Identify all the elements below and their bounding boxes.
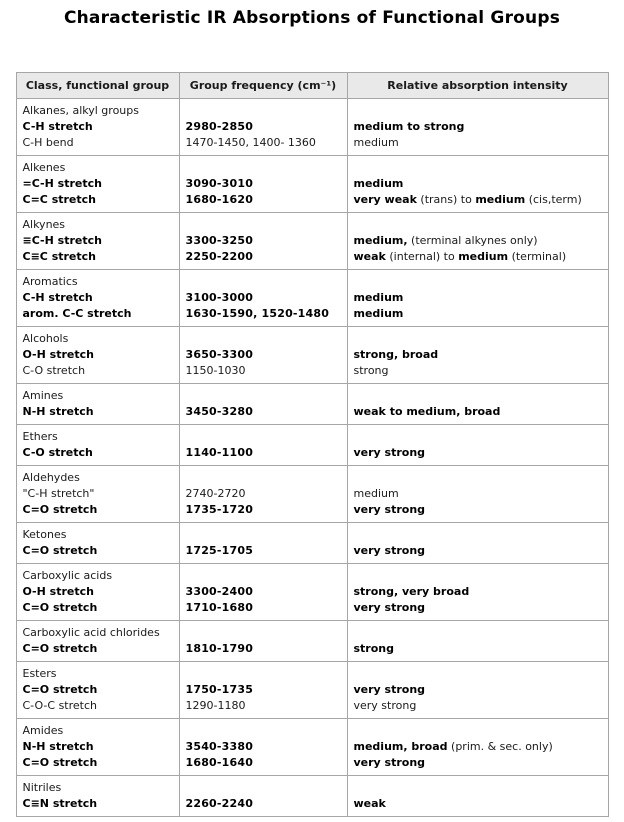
- class-name: Aldehydes: [22, 471, 80, 484]
- table-row: [16, 719, 608, 776]
- class-name: Aromatics: [22, 275, 78, 288]
- table-row: [16, 523, 608, 564]
- bond-label: O-H stretch: [22, 585, 94, 598]
- intensity-segment: (terminal): [508, 250, 567, 263]
- cell-absorption-intensity: [347, 523, 608, 564]
- bond-label: ≡C-H stretch: [22, 234, 102, 247]
- intensity-segment: (terminal alkynes only): [407, 234, 538, 247]
- header-row: [16, 73, 608, 99]
- cell-absorption-intensity: [347, 270, 608, 327]
- frequency-value: 2260-2240: [185, 797, 254, 810]
- bond-label: N-H stretch: [22, 405, 94, 418]
- frequency-value: 3540-3380: [185, 740, 254, 753]
- spacer-line: [186, 103, 341, 119]
- cell-functional-group: [16, 621, 179, 662]
- spacer-line: [354, 568, 602, 584]
- cell-functional-group: [16, 564, 179, 621]
- bond-label: C=O stretch: [22, 756, 98, 769]
- cell-absorption-intensity: [347, 213, 608, 270]
- intensity-value: [354, 290, 602, 306]
- table-row: [16, 425, 608, 466]
- spacer-line: [354, 723, 602, 739]
- frequency-value: 3450-3280: [185, 405, 254, 418]
- spacer-line: [186, 388, 341, 404]
- cell-absorption-intensity: [347, 327, 608, 384]
- class-name: Alkynes: [22, 218, 66, 231]
- frequency-value: 2740-2720: [185, 487, 246, 500]
- intensity-value: [354, 249, 602, 265]
- intensity-value: [354, 486, 602, 502]
- frequency-value: 1470-1450, 1400- 1360: [185, 136, 316, 149]
- bond-label: =C-H stretch: [22, 177, 102, 190]
- cell-group-frequency: [179, 156, 347, 213]
- bond-label: C-H stretch: [22, 291, 93, 304]
- intensity-segment: medium: [353, 487, 399, 500]
- intensity-value: [354, 682, 602, 698]
- bond-label: "C-H stretch": [22, 487, 95, 500]
- class-name: Amines: [22, 389, 64, 402]
- class-name: Alcohols: [22, 332, 69, 345]
- spacer-line: [186, 568, 341, 584]
- frequency-value: 1810-1790: [185, 642, 254, 655]
- intensity-segment: medium: [353, 307, 404, 320]
- spacer-line: [186, 160, 341, 176]
- cell-group-frequency: [179, 523, 347, 564]
- cell-functional-group: [16, 719, 179, 776]
- spacer-line: [186, 625, 341, 641]
- cell-functional-group: [16, 466, 179, 523]
- cell-functional-group: [16, 270, 179, 327]
- bond-label: O-H stretch: [22, 348, 94, 361]
- header-class-functional-group: Class, functional group: [16, 73, 179, 99]
- spacer-line: [186, 331, 341, 347]
- frequency-value: 1680-1620: [185, 193, 254, 206]
- frequency-value: 1150-1030: [185, 364, 246, 377]
- table-row: [16, 270, 608, 327]
- intensity-segment: very strong: [353, 544, 426, 557]
- bond-label: C-H bend: [22, 136, 74, 149]
- intensity-value: [354, 698, 602, 714]
- bond-label: C-H stretch: [22, 120, 93, 133]
- intensity-segment: very strong: [353, 699, 417, 712]
- frequency-value: 1710-1680: [185, 601, 254, 614]
- cell-absorption-intensity: [347, 662, 608, 719]
- spacer-line: [186, 527, 341, 543]
- cell-functional-group: [16, 213, 179, 270]
- cell-functional-group: [16, 662, 179, 719]
- cell-absorption-intensity: [347, 425, 608, 466]
- intensity-segment: medium to strong: [353, 120, 465, 133]
- table-row: [16, 564, 608, 621]
- class-name: Amides: [22, 724, 64, 737]
- intensity-value: [354, 347, 602, 363]
- intensity-segment: (prim. & sec. only): [447, 740, 553, 753]
- table-header: [16, 73, 608, 99]
- bond-label: C=O stretch: [22, 683, 98, 696]
- intensity-segment: medium,: [353, 234, 408, 247]
- cell-absorption-intensity: [347, 621, 608, 662]
- header-group-frequency: Group frequency (cm⁻¹): [179, 73, 347, 99]
- frequency-value: 1140-1100: [185, 446, 254, 459]
- intensity-segment: (trans) to: [416, 193, 476, 206]
- class-name: Carboxylic acids: [22, 569, 113, 582]
- bond-label: C-O stretch: [22, 364, 86, 377]
- frequency-value: 1750-1735: [185, 683, 254, 696]
- bond-label: C=O stretch: [22, 642, 98, 655]
- spacer-line: [354, 160, 602, 176]
- cell-functional-group: [16, 99, 179, 156]
- cell-group-frequency: [179, 384, 347, 425]
- intensity-value: [354, 135, 602, 151]
- table-body: [16, 99, 608, 817]
- cell-group-frequency: [179, 270, 347, 327]
- intensity-value: [354, 600, 602, 616]
- intensity-segment: very strong: [353, 446, 426, 459]
- spacer-line: [354, 217, 602, 233]
- cell-group-frequency: [179, 327, 347, 384]
- table-row: [16, 662, 608, 719]
- intensity-value: [354, 119, 602, 135]
- bond-label: C-O stretch: [22, 446, 93, 459]
- ir-absorption-table: [16, 72, 609, 817]
- intensity-segment: weak to medium, broad: [353, 405, 501, 418]
- intensity-segment: very strong: [353, 756, 426, 769]
- cell-absorption-intensity: [347, 156, 608, 213]
- class-name: Alkanes, alkyl groups: [22, 104, 139, 117]
- class-name: Esters: [22, 667, 57, 680]
- frequency-value: 2250-2200: [185, 250, 254, 263]
- frequency-value: 1290-1180: [185, 699, 246, 712]
- table-row: [16, 621, 608, 662]
- frequency-value: 2980-2850: [185, 120, 254, 133]
- bond-label: C≡N stretch: [22, 797, 98, 810]
- intensity-value: [354, 404, 602, 420]
- bond-label: C≡C stretch: [22, 250, 96, 263]
- frequency-value: 1630-1590, 1520-1480: [185, 307, 330, 320]
- spacer-line: [186, 470, 341, 486]
- intensity-segment: medium: [458, 250, 509, 263]
- bond-label: C=C stretch: [22, 193, 96, 206]
- intensity-value: [354, 306, 602, 322]
- spacer-line: [354, 331, 602, 347]
- spacer-line: [186, 723, 341, 739]
- intensity-segment: strong: [353, 364, 389, 377]
- bond-label: C=O stretch: [22, 544, 98, 557]
- intensity-segment: weak: [353, 797, 386, 810]
- frequency-value: 3300-2400: [185, 585, 254, 598]
- table-row: [16, 213, 608, 270]
- class-name: Nitriles: [22, 781, 62, 794]
- spacer-line: [354, 470, 602, 486]
- intensity-value: [354, 192, 602, 208]
- intensity-segment: medium: [353, 136, 399, 149]
- intensity-segment: very strong: [353, 683, 426, 696]
- intensity-value: [354, 641, 602, 657]
- cell-functional-group: [16, 156, 179, 213]
- intensity-segment: medium: [353, 291, 404, 304]
- spacer-line: [354, 429, 602, 445]
- table-row: [16, 466, 608, 523]
- intensity-segment: strong, broad: [353, 348, 439, 361]
- class-name: Ketones: [22, 528, 67, 541]
- spacer-line: [186, 274, 341, 290]
- frequency-value: 3090-3010: [185, 177, 254, 190]
- intensity-value: [354, 445, 602, 461]
- intensity-value: [354, 796, 602, 812]
- cell-functional-group: [16, 384, 179, 425]
- cell-group-frequency: [179, 662, 347, 719]
- class-name: Carboxylic acid chlorides: [22, 626, 160, 639]
- intensity-value: [354, 176, 602, 192]
- intensity-segment: medium: [353, 177, 404, 190]
- cell-group-frequency: [179, 621, 347, 662]
- cell-absorption-intensity: [347, 384, 608, 425]
- frequency-value: 3100-3000: [185, 291, 254, 304]
- intensity-value: [354, 584, 602, 600]
- intensity-segment: very strong: [353, 601, 426, 614]
- intensity-segment: (internal) to: [385, 250, 459, 263]
- frequency-value: 1735-1720: [185, 503, 254, 516]
- intensity-segment: strong, very broad: [353, 585, 470, 598]
- table-row: [16, 156, 608, 213]
- cell-group-frequency: [179, 719, 347, 776]
- cell-group-frequency: [179, 776, 347, 817]
- intensity-value: [354, 502, 602, 518]
- frequency-value: 1725-1705: [185, 544, 254, 557]
- spacer-line: [354, 388, 602, 404]
- cell-group-frequency: [179, 99, 347, 156]
- spacer-line: [354, 625, 602, 641]
- table-row: [16, 776, 608, 817]
- intensity-segment: medium: [475, 193, 526, 206]
- spacer-line: [354, 666, 602, 682]
- intensity-segment: weak: [353, 250, 386, 263]
- spacer-line: [186, 780, 341, 796]
- intensity-value: [354, 233, 602, 249]
- intensity-value: [354, 543, 602, 559]
- cell-group-frequency: [179, 466, 347, 523]
- cell-functional-group: [16, 327, 179, 384]
- intensity-value: [354, 363, 602, 379]
- frequency-value: 3300-3250: [185, 234, 254, 247]
- cell-absorption-intensity: [347, 776, 608, 817]
- cell-group-frequency: [179, 425, 347, 466]
- cell-functional-group: [16, 425, 179, 466]
- frequency-value: 1680-1640: [185, 756, 254, 769]
- intensity-segment: (cis,term): [525, 193, 582, 206]
- spacer-line: [186, 217, 341, 233]
- intensity-value: [354, 739, 602, 755]
- bond-label: arom. C-C stretch: [22, 307, 132, 320]
- cell-absorption-intensity: [347, 719, 608, 776]
- header-relative-absorption-intensity: Relative absorption intensity: [347, 73, 608, 99]
- frequency-value: 3650-3300: [185, 348, 254, 361]
- cell-functional-group: [16, 523, 179, 564]
- spacer-line: [354, 274, 602, 290]
- bond-label: N-H stretch: [22, 740, 94, 753]
- cell-absorption-intensity: [347, 564, 608, 621]
- bond-label: C-O-C stretch: [22, 699, 97, 712]
- spacer-line: [354, 527, 602, 543]
- intensity-segment: very weak: [353, 193, 417, 206]
- table-row: [16, 99, 608, 156]
- intensity-segment: strong: [353, 642, 394, 655]
- table-row: [16, 384, 608, 425]
- cell-group-frequency: [179, 564, 347, 621]
- spacer-line: [354, 103, 602, 119]
- spacer-line: [186, 666, 341, 682]
- intensity-segment: medium, broad: [353, 740, 448, 753]
- bond-label: C=O stretch: [22, 503, 98, 516]
- spacer-line: [354, 780, 602, 796]
- table-row: [16, 327, 608, 384]
- intensity-segment: very strong: [353, 503, 426, 516]
- cell-absorption-intensity: [347, 466, 608, 523]
- cell-group-frequency: [179, 213, 347, 270]
- class-name: Ethers: [22, 430, 58, 443]
- page-title: Characteristic IR Absorptions of Functional Groups: [63, 8, 561, 28]
- class-name: Alkenes: [22, 161, 66, 174]
- cell-absorption-intensity: [347, 99, 608, 156]
- bond-label: C=O stretch: [22, 601, 98, 614]
- intensity-value: [354, 755, 602, 771]
- spacer-line: [186, 429, 341, 445]
- cell-functional-group: [16, 776, 179, 817]
